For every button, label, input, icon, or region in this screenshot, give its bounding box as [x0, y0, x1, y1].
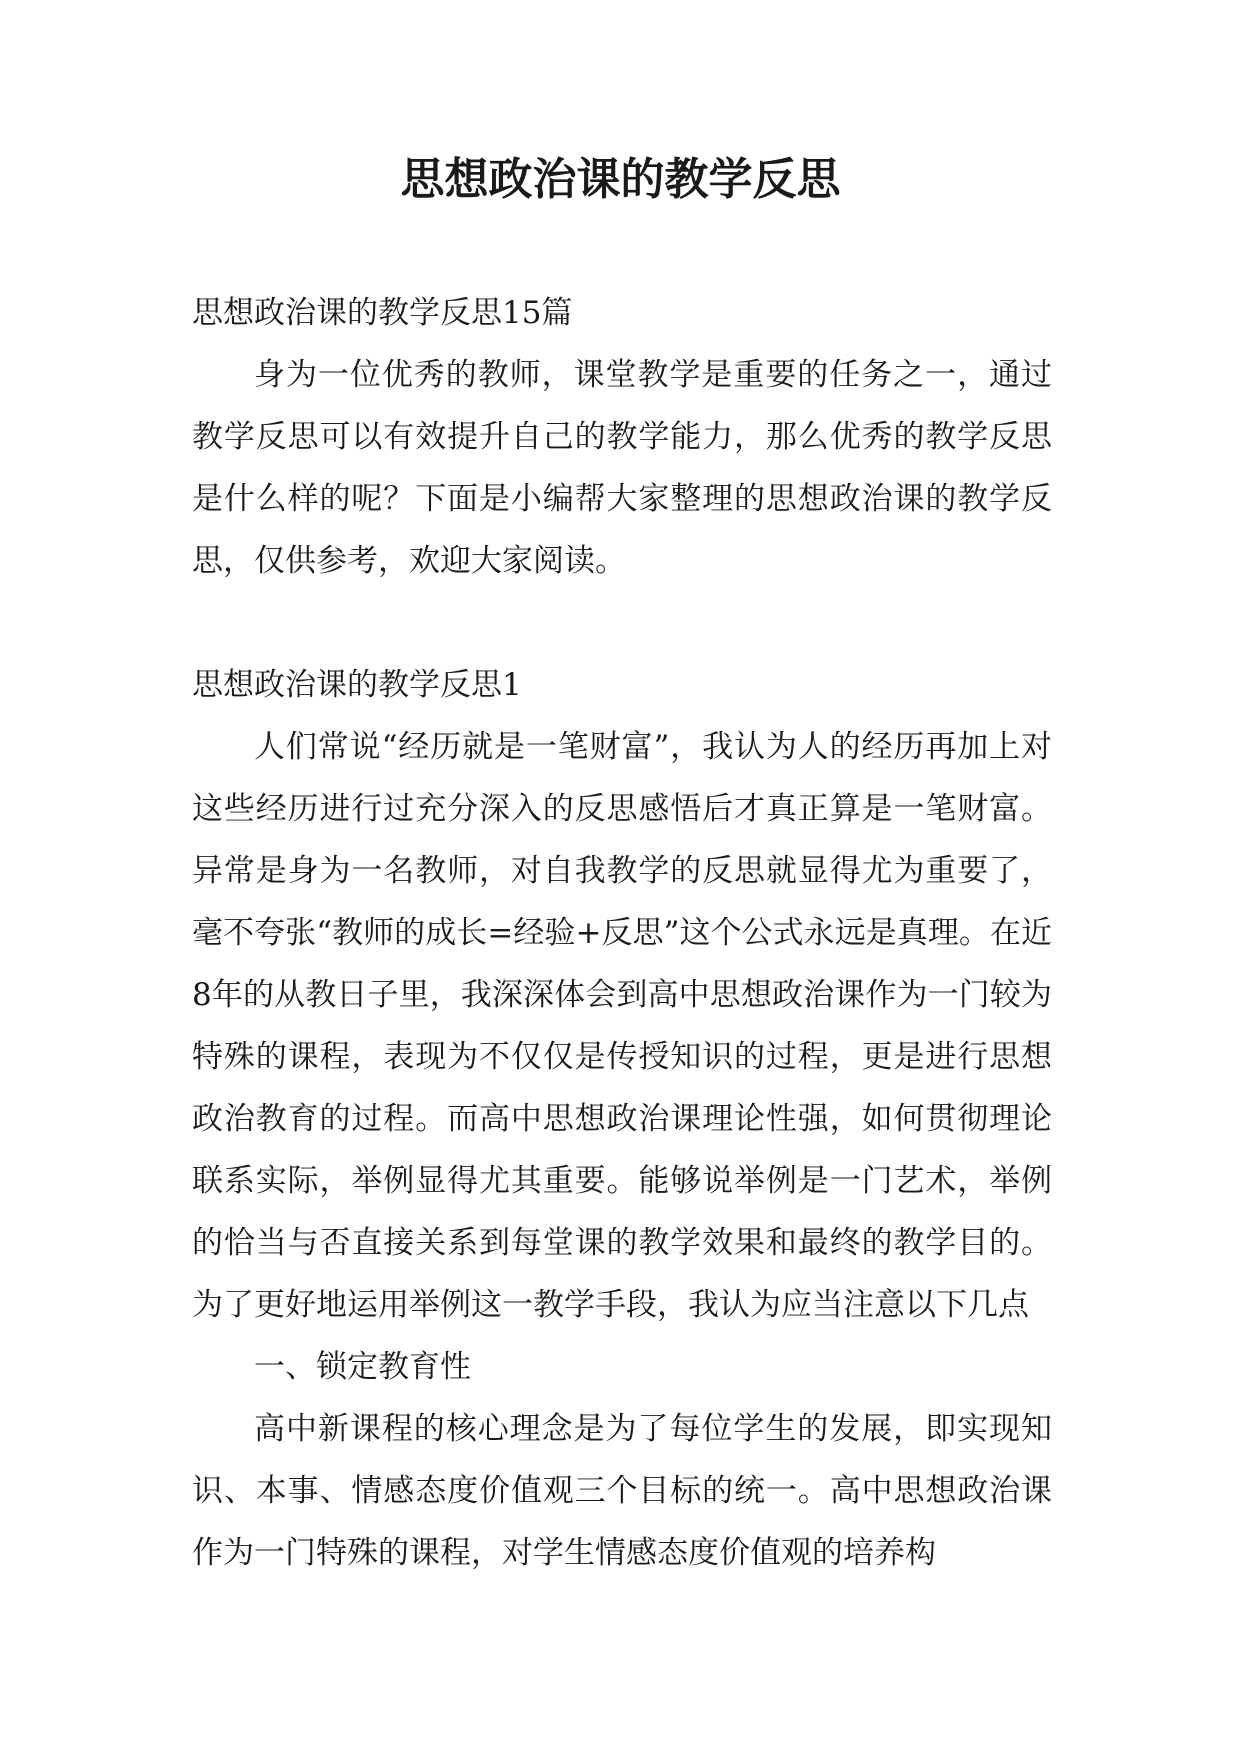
- paragraph-spacer: [192, 592, 1052, 654]
- document-body: [192, 282, 1052, 1584]
- document-subtitle: 思想政治课的教学反思15篇: [192, 295, 573, 331]
- point-heading-1: 一、锁定教育性: [254, 1349, 471, 1385]
- body-paragraph-1: 人们常说“经历就是一笔财富”，我认为人的经历再加上对这些经历进行过充分深入的反思感悟后才真正算是一笔财富。异常是身为一名教师，对自我教学的反思就显得尤为重要了，毫不夸张“教师的成长=经验+反思”这个公式永远是真理。在近8年的从教日子里，我深深体会到高中思想政治课作为一门较为特殊的课程，表现为不仅仅是传授知识的过程，更是进行思想政治教育的过程。而高中思想政治课理论性强，如何贯彻理论联系实际，举例显得尤其重要。能够说举例是一门艺术，举例的恰当与否直接关系到每堂课的教学效果和最终的教学目的。为了更好地运用举例这一教学手段，我认为应当注意以下几点: [192, 729, 1052, 1323]
- section-heading: 思想政治课的教学反思1: [192, 667, 522, 703]
- intro-paragraph: 身为一位优秀的教师，课堂教学是重要的任务之一，通过教学反思可以有效提升自己的教学能力，那么优秀的教学反思是什么样的呢？下面是小编帮大家整理的思想政治课的教学反思，仅供参考，欢迎大家阅读。: [192, 357, 1052, 579]
- body-paragraph-2: 高中新课程的核心理念是为了每位学生的发展，即实现知识、本事、情感态度价值观三个目标的统一。高中思想政治课作为一门特殊的课程，对学生情感态度价值观的培养构: [192, 1411, 1052, 1571]
- document-title: 思想政治课的教学反思: [400, 154, 841, 205]
